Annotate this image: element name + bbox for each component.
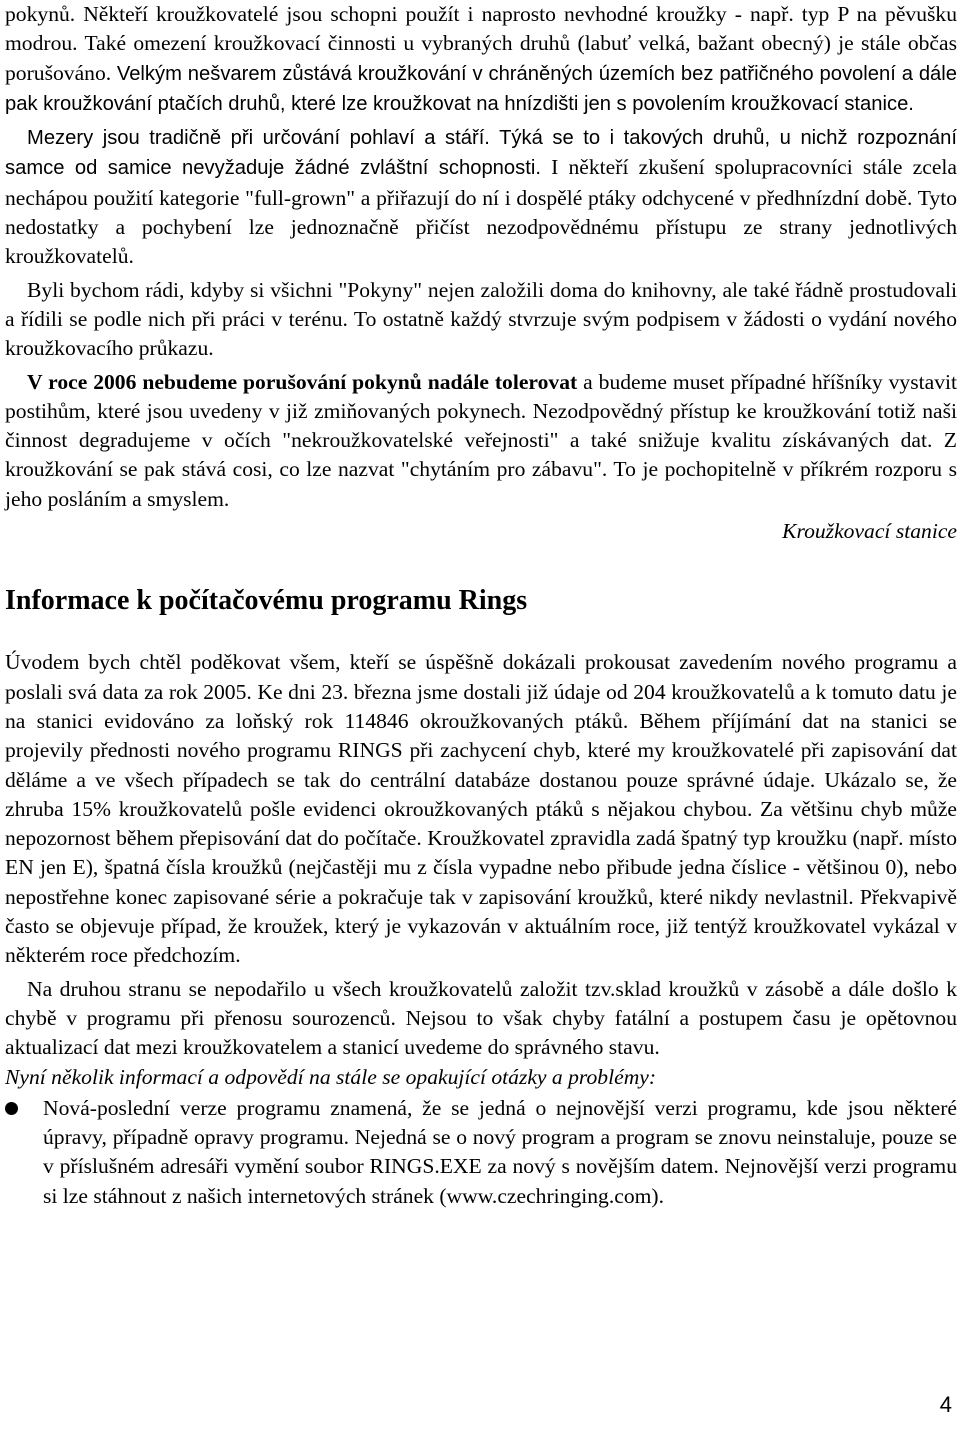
section-heading: Informace k počítačovému programu Rings [5,585,528,617]
paragraph-2-part-a: Mezery jsou tradičně při určování pohlaví a stáří. Týká se to i takových druhů, u nichž rozpoznání samce od samice nevyžaduje žádné zvláštní schopnosti. [5,127,957,180]
paragraph-2 [5,123,957,271]
paragraph-4-part-b: Nezodpovědný přístup ke kroužkování totiž naši činnost degradujeme v očích "nekroužkovatelské veřejnosti" a také snižuje kvalitu získávaných dat. Z kroužkování se pak stává cosi, co lze nazvat "chytáním pro zábavu". To je pochopitelně v příkrém rozporu s jeho posláním a smyslem. [5,398,957,511]
paragraph-4 [5,368,957,514]
page-number: 4 [939,1392,952,1417]
paragraph-3: Byli bychom rádi, kdyby si všichni "Pokyny" nejen založili doma do knihovny, ale také řádně prostudovali a řídili se podle nich při práci v terénu. To ostatně každý stvrzuje svým podpisem v žádosti o vydání nového kroužkovacího průkazu. [5,277,957,361]
document-page [5,0,957,1211]
paragraph-1 [5,0,957,119]
signature: Kroužkovací stanice [782,519,957,544]
paragraph-1-part-b: Velkým nešvarem zůstává kroužkování v chráněných územích bez patřičného povolení a dále pak kroužkování ptačích druhů, které lze kroužkovat na hnízdišti jen s povolením kroužkovací stanice. [5,62,957,115]
rings-paragraph-2: Na druhou stranu se nepodařilo u všech kroužkovatelů založit tzv.sklad kroužků v zásobě a dále došlo k chybě v programu při přenosu sourozenců. Nejsou to však chyby fatální a postupem času je opětovnou aktualizací dat mezi kroužkovatelem a stanicí uvedeme do správného stavu. [5,976,957,1060]
paragraph-1-part-a: pokynů. Někteří kroužkovatelé jsou schopni použít i naprosto nevhodné kroužky - např. typ P na pěvušku modrou. Také omezení kroužkovací činnosti u vybraných druhů (labuť velká, bažant obecný) je stále občas porušováno. [5,2,957,85]
paragraph-2-part-b: I někteří zkušení spolupracovníci stále zcela nechápou použití kategorie "full-grown" a přiřazují do ní i dospělé ptáky odchycené v předhnízdní době. Tyto nedostatky a pochybení lze jednoznačně přičíst nezodpovědnému přístupu ze strany jednotlivých kroužkovatelů. [5,155,957,269]
list-item [5,1094,957,1211]
bullet-icon [5,1102,18,1115]
rings-paragraph-1: Úvodem bych chtěl poděkovat všem, kteří se úspěšně dokázali prokousat zavedením nového programu a poslali svá data za rok 2005. Ke dni 23. března jsme dostali již údaje od 204 kroužkovatelů a k tomuto datu je na stanici evidováno za loňský rok 114846 okroužkovaných ptáků. Během příjímání dat na stanici se projevily přednosti nového programu RINGS při zachycení chyb, které my kroužkovatelé při zapisování dat děláme a ve všech případech se tak do centrální databáze dostanou pouze správné údaje. Ukázalo se, že zhruba 15% kroužkovatelů pošle evidenci okroužkovaných ptáků s nějakou chybou. Za většinu chyb může nepozornost během přepisování dat do počítače. Kroužkovatel zpravidla zadá špatný typ kroužku (např. místo EN jen E), špatná čísla kroužků (nejčastěji mu z čísla vypadne nebo přibude jedna číslice - většinou 0), nebo nepostřehne konec zapisované série a pokračuje tak v zapisování kroužků, které nikdy nevlastnil. Překvapivě často se objevuje případ, že kroužek, který je vykazován v aktuálním roce, již tentýž kroužkovatel vykázal v některém roce předchozím. [5,650,957,968]
list-item-text: Nová-poslední verze programu znamená, že se jedná o nejnovější verzi programu, kde jsou některé úpravy, případně opravy programu. Nejedná se o nový program a program se znovu neinstaluje, pouze se v příslušném adresáři vymění soubor RINGS.EXE za nový s novějším datem. Nejnovější verzi programu si lze stáhnout z našich internetových stránek (www.czechringing.com). [43,1095,957,1208]
faq-intro: Nyní několik informací a odpovědí na stále se opakující otázky a problémy: [5,1064,657,1089]
faq-list [5,1094,957,1211]
tolerance-warning: V roce 2006 nebudeme porušování pokynů nadále tolerovat [27,369,578,394]
paragraph-4-rest: a budeme muset případné hříšníky vystavit postihům, které jsou uvedeny v již zmiňovaných pokynech. [5,369,957,423]
